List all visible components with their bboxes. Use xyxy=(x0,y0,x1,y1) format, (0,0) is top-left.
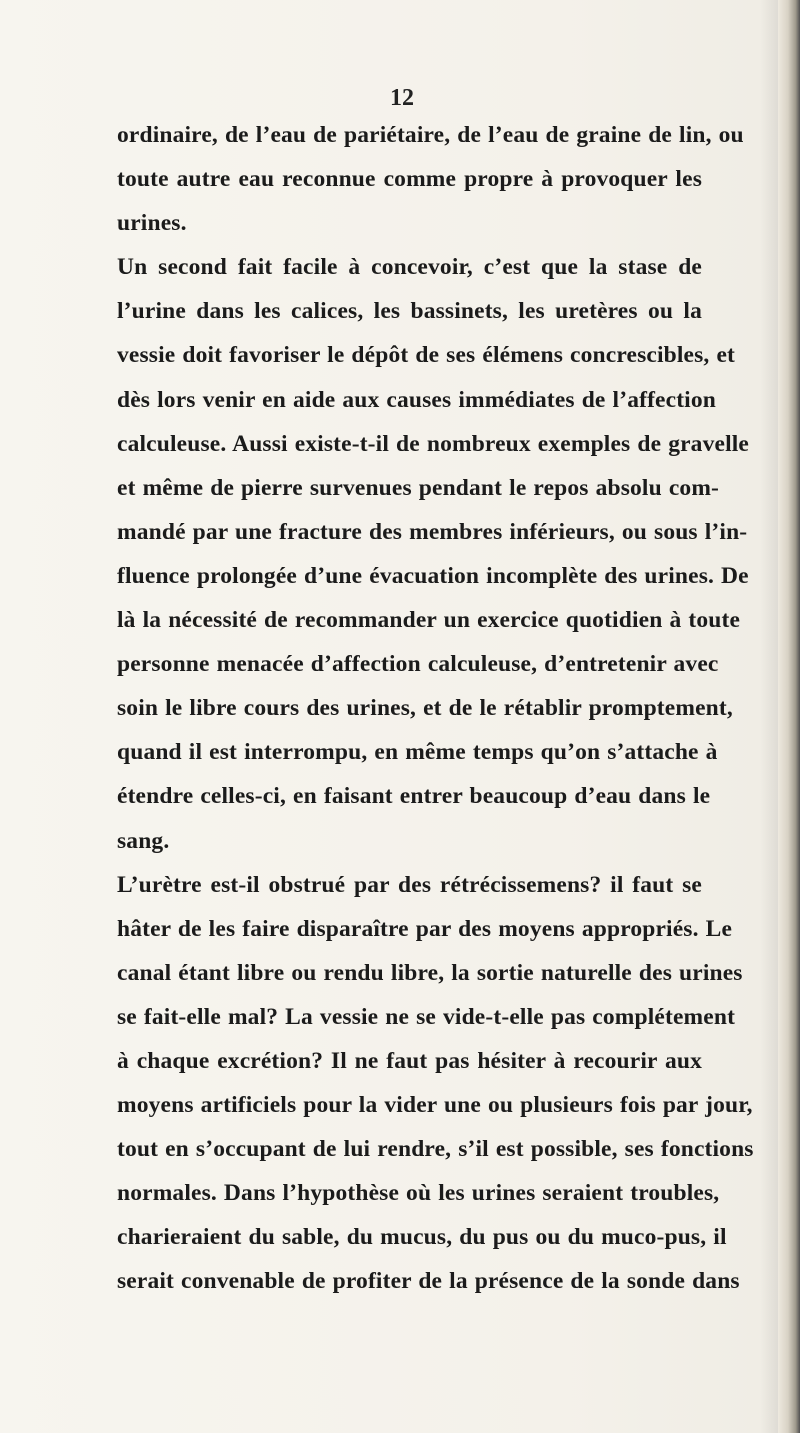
text-line: à chaque excrétion? Il ne faut pas hésiter à recourir aux xyxy=(117,1047,702,1074)
page-number: 12 xyxy=(390,85,414,111)
text-line: normales. Dans l’hypothèse où les urines seraient troubles, xyxy=(117,1180,720,1207)
text-line: Un second fait facile à concevoir, c’est que la stase de xyxy=(117,254,702,281)
text-line: urines. xyxy=(117,210,187,237)
text-line: dès lors venir en aide aux causes immédiates de l’affection xyxy=(117,386,716,413)
text-line: hâter de les faire disparaître par des moyens appropriés. Le xyxy=(117,915,733,942)
text-line: serait convenable de profiter de la présence de la sonde dans xyxy=(117,1268,740,1295)
page-gutter-shadow xyxy=(760,0,778,1433)
text-line: là la nécessité de recommander un exercice quotidien à toute xyxy=(117,607,741,634)
text-line: fluence prolongée d’une évacuation incomplète des urines. De xyxy=(117,562,749,589)
text-line: vessie doit favoriser le dépôt de ses élémens concrescibles, et xyxy=(117,342,736,369)
text-line: et même de pierre survenues pendant le repos absolu com- xyxy=(117,474,720,501)
text-line: étendre celles-ci, en faisant entrer beaucoup d’eau dans le xyxy=(117,783,711,810)
text-line: ordinaire, de l’eau de pariétaire, de l’eau de graine de lin, ou xyxy=(117,122,744,148)
text-line: personne menacée d’affection calculeuse, d’entretenir avec xyxy=(117,651,719,678)
text-line: calculeuse. Aussi existe-t-il de nombreux exemples de gravelle xyxy=(117,430,750,457)
paragraph-2 xyxy=(117,245,750,862)
body-text xyxy=(117,113,754,1304)
text-line: canal étant libre ou rendu libre, la sortie naturelle des urines xyxy=(117,959,743,986)
paragraph-3 xyxy=(117,863,754,1304)
text-line: tout en s’occupant de lui rendre, s’il est possible, ses fonctions xyxy=(117,1136,754,1163)
book-spine-edge xyxy=(778,0,800,1433)
paragraph-1 xyxy=(117,113,744,245)
text-line: se fait-elle mal? La vessie ne se vide-t-elle pas complétement xyxy=(117,1003,736,1030)
text-line: moyens artificiels pour la vider une ou plusieurs fois par jour, xyxy=(117,1092,753,1119)
text-line: l’urine dans les calices, les bassinets, les uretères ou la xyxy=(117,298,702,325)
text-line: charieraient du sable, du mucus, du pus ou du muco-pus, il xyxy=(117,1224,727,1251)
text-line: sang. xyxy=(117,827,170,854)
text-line: mandé par une fracture des membres inférieurs, ou sous l’in- xyxy=(117,518,748,545)
text-line: L’urètre est-il obstrué par des rétrécissemens? il faut se xyxy=(117,871,702,898)
text-line: quand il est interrompu, en même temps qu’on s’attache à xyxy=(117,739,718,766)
text-line: toute autre eau reconnue comme propre à provoquer les xyxy=(117,166,702,193)
text-line: soin le libre cours des urines, et de le rétablir promptement, xyxy=(117,695,733,722)
